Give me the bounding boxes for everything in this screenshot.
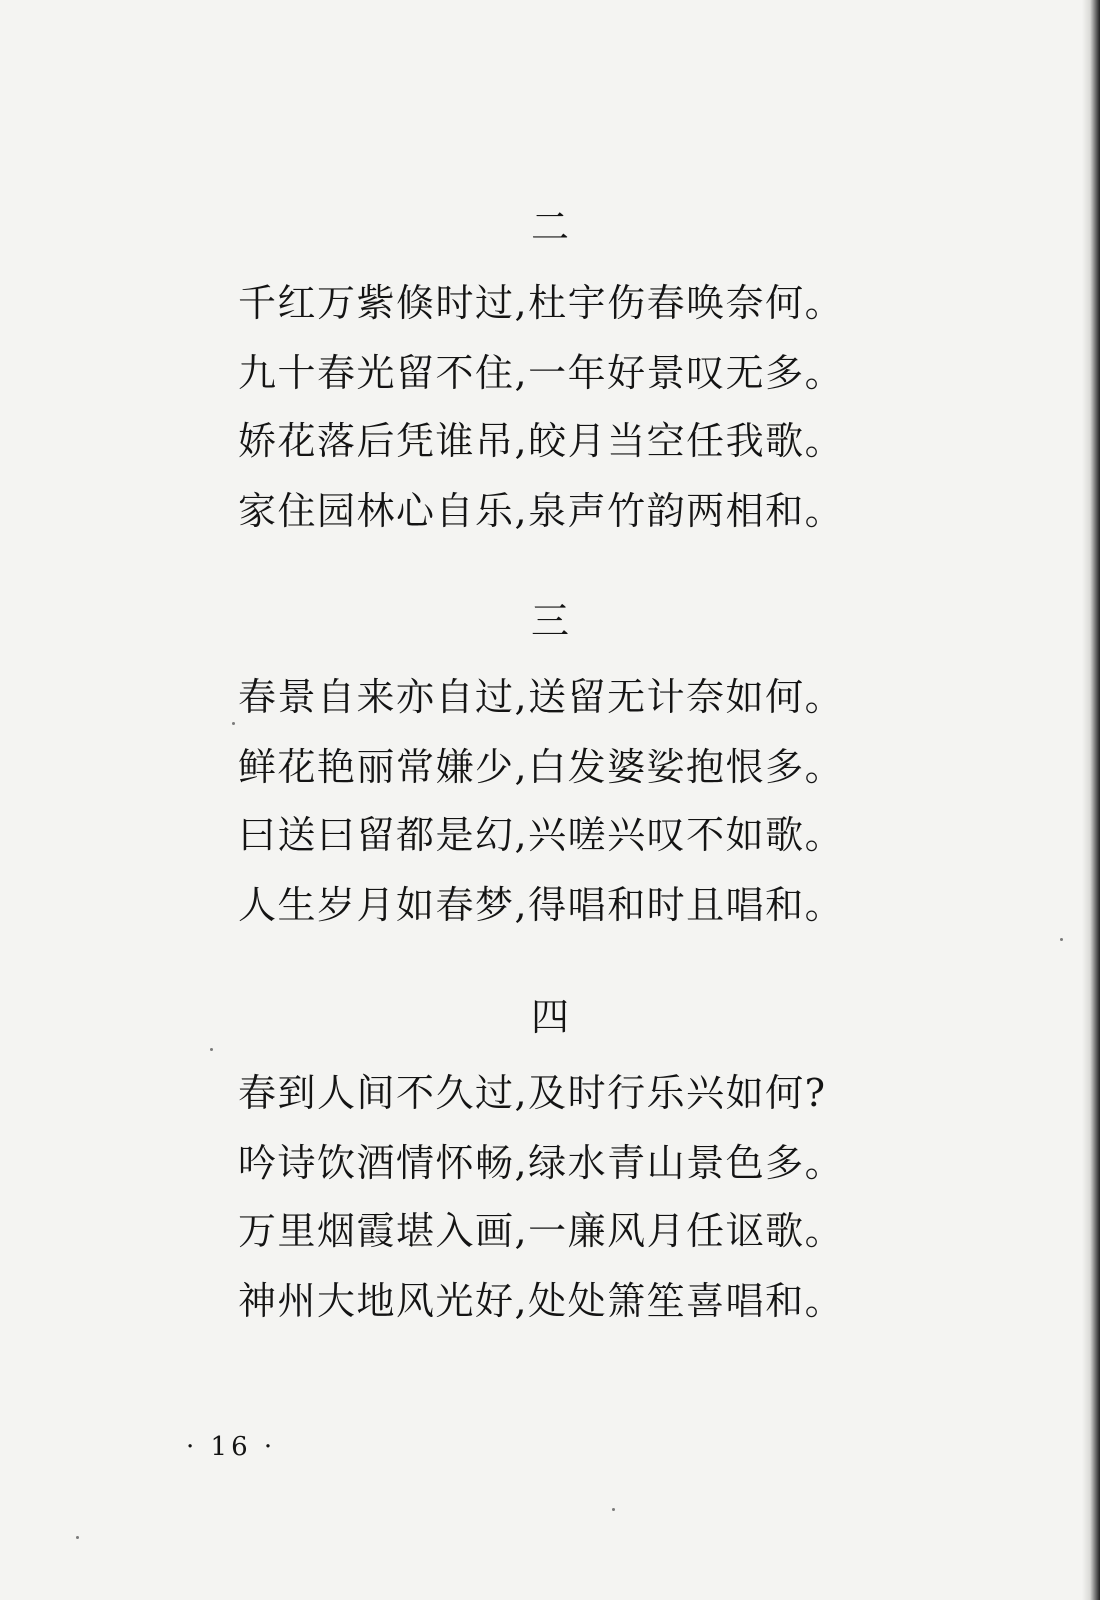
scan-speck xyxy=(210,1048,213,1051)
scan-speck xyxy=(1060,938,1063,941)
poem-line: 春到人间不久过,及时行乐兴如何? xyxy=(238,1071,827,1115)
poem-line: 万里烟霞堪入画,一廉风月任讴歌。 xyxy=(238,1209,845,1253)
stanza-number: 四 xyxy=(530,995,569,1039)
page-number: · 16 · xyxy=(186,1432,277,1462)
poem-line: 人生岁月如春梦,得唱和时且唱和。 xyxy=(238,883,845,927)
poem-line: 娇花落后凭谁吊,皎月当空任我歌。 xyxy=(238,419,845,463)
poem-line: 九十春光留不住,一年好景叹无多。 xyxy=(238,351,845,395)
poem-line: 鲜花艳丽常嫌少,白发婆娑抱恨多。 xyxy=(238,745,845,789)
stanza-number: 三 xyxy=(530,599,569,643)
scan-speck xyxy=(232,722,235,725)
scan-speck xyxy=(76,1536,79,1539)
poem-line: 曰送曰留都是幻,兴嗟兴叹不如歌。 xyxy=(238,813,845,857)
poem-line: 神州大地风光好,处处箫笙喜唱和。 xyxy=(238,1279,845,1323)
scan-speck xyxy=(612,1508,615,1511)
poem-line: 家住园林心自乐,泉声竹韵两相和。 xyxy=(238,489,845,533)
stanza-number: 二 xyxy=(530,205,569,249)
poem-line: 春景自来亦自过,送留无计奈如何。 xyxy=(238,675,845,719)
poem-line: 吟诗饮酒情怀畅,绿水青山景色多。 xyxy=(238,1141,845,1185)
poem-line: 千红万紫倏时过,杜宇伤春唤奈何。 xyxy=(238,281,845,325)
scan-edge-shadow xyxy=(1082,0,1100,1600)
